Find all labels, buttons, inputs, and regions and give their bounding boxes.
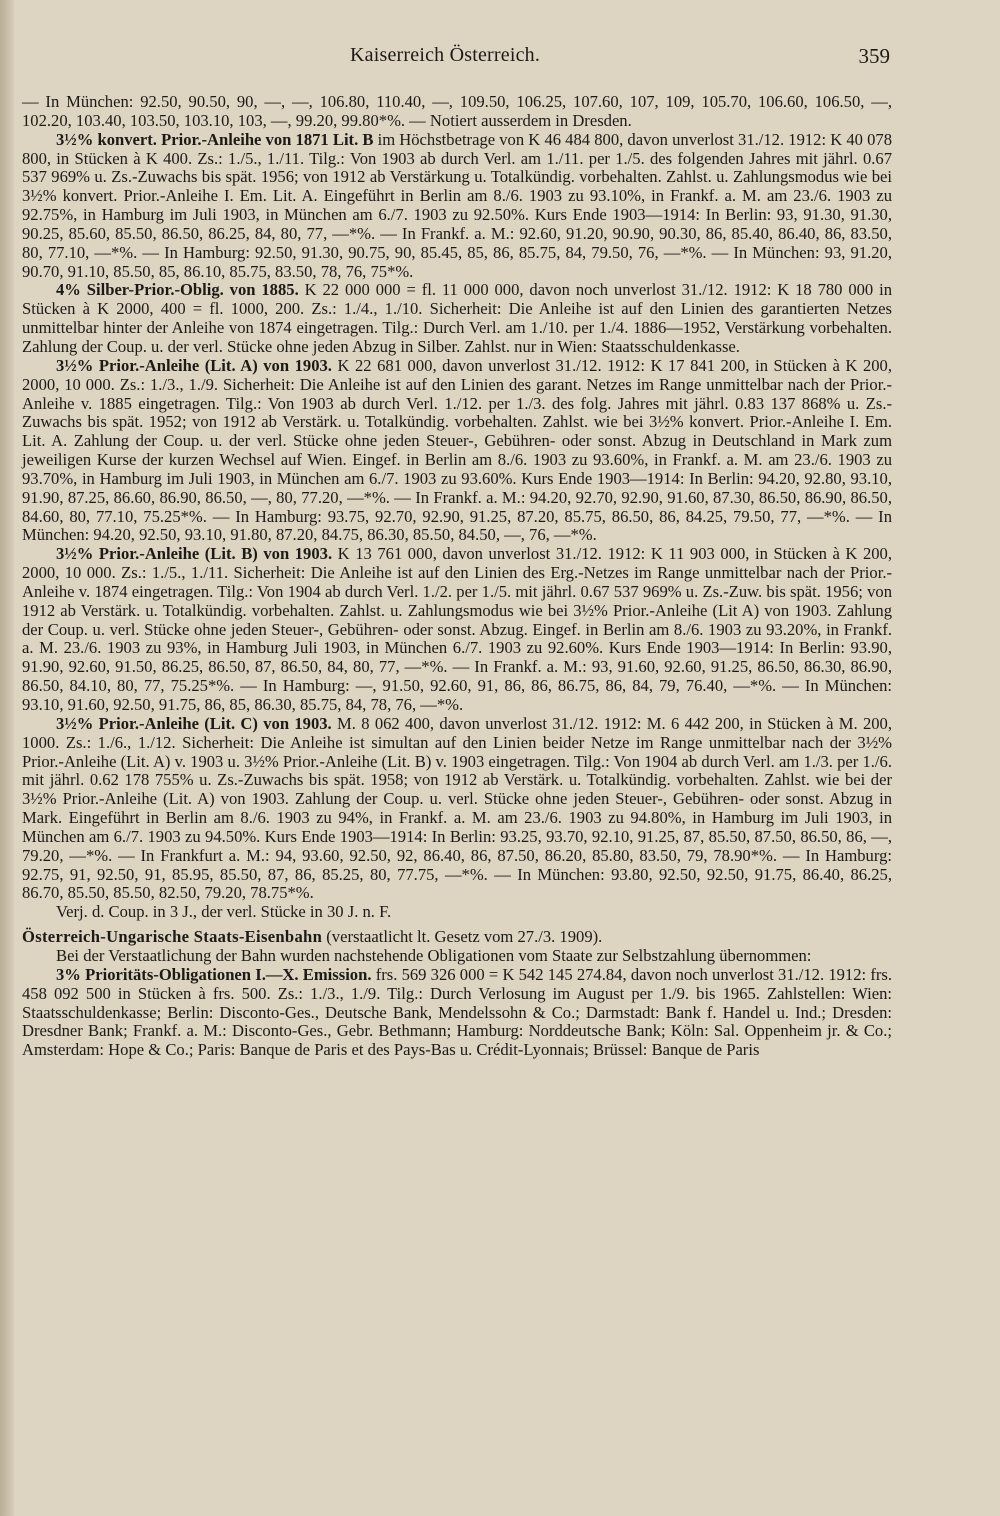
section-title: Österreich-Ungarische Staats-Eisenbahn (22, 927, 323, 947)
entry-text: M. 8 062 400, davon unverlost 31./12. 1912: M. 6 442 200, in Stücken à M. 200, 1000. Zs.: 1./6., 1./12. Sicherheit: Die Anleihe ist simultan auf den Linien beider Netze im Range unmittelbar nach der 3½% Prior.-Anleihe (Lit. A) v. 1903 u. 3½% Prior.-Anleihe (Lit. B) v. 1903 eingetragen. Tilg.: Von 1904 ab durch Verl. am 1./3. per 1./6. mit jährl. 0.62 178 755% u. Zs.-Zuwachs bis spät. 1958; von 1912 ab Verstärk. u. Totalkündig. vorbehalten. Zahlst. wie bei der 3½% Prior.-Anleihe (Lit. A) von 1903. Zahlung der Coup. u. verl. Stücke ohne jeden Steuer-, Gebühren- oder sonst. Abzug in Mark. Eingeführt in Berlin am 8./6. 1903 zu 94%, in Frankf. a. M. am 23./6. 1903 zu 94.80%, in Hamburg im Juli 1903, in München am 6./7. 1903 zu 94.50%. Kurs Ende 1903—1914: In Berlin: 93.25, 93.70, 92.10, 91.25, 87, 85.50, 87.50, 86.50, 86, —, 79.20, —*%. — In Frankfurt a. M.: 94, 93.60, 92.50, 92, 86.40, 86, 87.50, 86.20, 85.80, 83.50, 79, 78.90*%. — In Hamburg: 92.75, 91, 92.50, 91, 85.95, 85.50, 87, 86, 85.25, 80, 77.75, —*%. — In München: 93.80, 92.50, 92.50, 91.75, 86.40, 86.25, 86.70, 85.50, 85.50, 82.50, 79.20, 78.75*%. (22, 713, 892, 903)
paragraph-text: — In München: 92.50, 90.50, 90, —, —, 106.80, 110.40, —, 109.50, 106.25, 107.60, 107, 109, 105.70, 106.60, 106.50, —, 102.20, 103.40, 103.50, 103.10, 103, —, 99.20, 99.80*%. — Notiert ausserdem in Dresden. (22, 92, 892, 130)
entry-prior-anleihe-lit-b-1903 (22, 545, 892, 715)
entry-prior-anleihe-lit-c-1903 (22, 715, 892, 903)
page-header (20, 44, 890, 74)
paragraph-verstaatlichung (22, 947, 892, 966)
running-title: Kaiserreich Österreich. (350, 44, 541, 66)
paragraph-verjaehrung (22, 903, 892, 922)
entry-text: K 22 000 000 = fl. 11 000 000, davon noch unverlost 31./12. 1912: K 18 780 000 in Stücken à K 2000, 400 = fl. 1000, 200. Zs.: 1./4., 1./10. Sicherheit: Die Anleihe ist auf den Linien des garantierten Netzes unmittelbar hinter der Anleihe von 1874 eingetragen. Tilg.: Durch Verl. am 1./10. per 1./4. 1886—1952, Verstärkung vorbehalten. Zahlung der Coup. u. der verl. Stücke ohne jeden Abzug in Silber. Zahlst. nur in Wien: Staatsschuldenkasse. (22, 280, 893, 356)
page-gutter-shadow (0, 0, 14, 1516)
entry-heading: 3½% Prior.-Anleihe (Lit. B) von 1903. (56, 544, 333, 564)
entry-text: im Höchstbetrage von K 46 484 800, davon unverlost 31./12. 1912: K 40 078 800, in Stücken à K 400. Zs.: 1./5., 1./11. Tilg.: Von 1903 ab durch Verl. am 1./11. per 1./5. des folgenden Jahres mit jährl. 0.67 537 969% u. Zs.-Zuwachs bis spät. 1956; von 1912 ab Verstärkung u. Totalkündig. vorbehalten. Zahlst. u. Zahlungsmodus wie bei 3½% konvert. Prior.-Anleihe I. Em. Lit. A. Eingeführt in Berlin am 8./6. 1903 zu 93.10%, in Frankf. a. M. am 23./6. 1903 zu 92.75%, in Hamburg im Juli 1903, in München am 6./7. 1903 zu 92.50%. Kurs Ende 1903—1914: In Berlin: 93, 91.30, 91.30, 90.25, 85.60, 85.50, 86.50, 86.25, 84, 80, 77, —*%. — In Frankf. a. M.: 92.60, 91.20, 90.90, 90.30, 86, 85.40, 86.40, 86, 83.50, 80, 77.10, —*%. — In Hamburg: 92.50, 91.30, 90.75, 90, 85.45, 85, 86, 85.75, 84, 79.50, 76, —*%. — In München: 93, 91.20, 90.70, 91.10, 85.50, 85, 86.10, 85.75, 83.50, 78, 76, 75*%. (22, 129, 892, 281)
entry-heading: 4% Silber-Prior.-Oblig. von 1885. (56, 280, 299, 300)
entry-silber-prior-oblig-1885 (22, 281, 892, 356)
entry-prior-anleihe-1871 (22, 131, 892, 282)
section-heading-staats-eisenbahn (22, 928, 892, 947)
section-subtitle: (verstaatlicht lt. Gesetz vom 27./3. 1909). (322, 927, 603, 947)
entry-text: K 13 761 000, davon unverlost 31./12. 1912: K 11 903 000, in Stücken à K 200, 2000, 10 000. Zs.: 1./5., 1./11. Sicherheit: Die Anleihe ist auf den Linien des Erg.-Netzes im Range unmittelbar nach der Prior.-Anleihe v. 1874 eingetragen. Tilg.: Von 1904 ab durch Verl. 1./2. per 1./5. mit jährl. 0.67 537 969% u. Zs.-Zuw. bis spät. 1956; von 1912 ab Verstärk. u. Totalkündig. vorbehalten. Zahlst. u. Zahlungsmodus wie bei 3½% Prior.-Anleihe (Lit A) von 1903. Zahlung der Coup. u. verl. Stücke ohne jeden Steuer-, Gebühren- oder sonst. Abzug. Eingef. in Berlin am 8./6. 1903 zu 93.20%, in Frankf. a. M. 23./6. 1903 zu 93%, in Hamburg Juli 1903, in München 6./7. 1903 zu 92.60%. Kurs Ende 1903—1914: In Berlin: 93.90, 91.90, 92.60, 91.50, 86.25, 86.50, 87, 86.50, 84, 80, 77, —*%. — In Frankf. a. M.: 93, 91.60, 92.60, 91.25, 86.50, 86.30, 86.90, 86.50, 84.10, 80, 77, 75.25*%. — In Hamburg: —, 91.50, 92.60, 91, 86, 86, 86.75, 86, 84, 79, 76.40, —*%. — In München: 93.10, 91.60, 92.50, 91.75, 86, 85, 86.30, 85.75, 84, 78, 76, —*%. (22, 544, 892, 714)
paragraph-text: Bei der Verstaatlichung der Bahn wurden nachstehende Obligationen vom Staate zur Selbstzahlung übernommen: (56, 945, 812, 965)
entry-heading: 3% Prioritäts-Obligationen I.—X. Emission. (56, 964, 372, 984)
page-number: 359 (858, 44, 890, 68)
entry-heading: 3½% konvert. Prior.-Anleihe von 1871 Lit. B (56, 129, 374, 149)
entry-heading: 3½% Prior.-Anleihe (Lit. A) von 1903. (56, 355, 332, 375)
entry-text: K 22 681 000, davon unverlost 31./12. 1912: K 17 841 200, in Stücken à K 200, 2000, 10 000. Zs.: 1./3., 1./9. Sicherheit: Die Anleihe ist auf den Linien des garant. Netzes im Range unmittelbar nach der Prior.-Anleihe v. 1885 eingetragen. Tilg.: Von 1903 ab durch Verl. 1./12. per 1./3. des folg. Jahres mit jährl. 0.83 137 868% u. Zs.-Zuwachs bis spät. 1952; von 1912 ab Verstärk. u. Totalkündig. vorbehalten. Zahlst. wie bei 3½% konvert. Prior.-Anleihe I. Em. Lit. A. Zahlung der Coup. u. der verl. Stücke ohne jeden Steuer-, Gebühren- oder sonst. Abzug in Deutschland in Mark zum jeweiligen Kurse der kurzen Wechsel auf Wien. Eingef. in Berlin am 8./6. 1903 zu 93.60%, in Frankf. a. M. am 23./6. 1903 zu 93.70%, in Hamburg im Juli 1903, in München am 6./7. 1903 zu 93.60%. Kurs Ende 1903—1914: In Berlin: 94.20, 92.80, 93.10, 91.90, 87.25, 86.60, 86.90, 86.50, —, 80, 77.20, —*%. — In Frankf. a. M.: 94.20, 92.70, 92.90, 91.60, 87.30, 86.50, 86.90, 86.50, 84.60, 80, 77.10, 75.25*%. — In Hamburg: 93.75, 92.70, 92.90, 91.25, 87.20, 85.75, 86.50, 86, 84.25, 79.50, 77, —*%. — In München: 94.20, 92.50, 93.10, 91.80, 87.20, 84.75, 86.30, 85.50, 84.50, —, 76, —*%. (22, 355, 892, 545)
paragraph-text: Verj. d. Coup. in 3 J., der verl. Stücke in 30 J. n. F. (56, 902, 392, 922)
entry-prioritaets-obligationen (22, 966, 892, 1060)
entry-text: frs. 569 326 000 = K 542 145 274.84, davon noch unverlost 31./12. 1912: frs. 458 092 500 in Stücken à frs. 500. Zs.: 1./3., 1./9. Tilg.: Durch Verlosung im August per 1./9. bis 1965. Zahlstellen: Wien: Staatsschuldenkasse; Berlin: Disconto-Ges., Deutsche Bank, Mendelssohn & Co.; Darmstadt: Bank f. Handel u. Ind.; Dresden: Dresdner Bank; Frankf. a. M.: Disconto-Ges., Gebr. Bethmann; Hamburg: Norddeutsche Bank; Köln: Sal. Oppenheim jr. & Co.; Amsterdam: Hope & Co.; Paris: Banque de Paris et des Pays-Bas u. Crédit-Lyonnais; Brüssel: Banque de Paris (22, 964, 892, 1060)
entry-heading: 3½% Prior.-Anleihe (Lit. C) von 1903. (56, 713, 332, 733)
body-text (22, 93, 892, 1060)
entry-prior-anleihe-lit-a-1903 (22, 357, 892, 545)
paragraph-muenchen-quotes (22, 93, 892, 131)
